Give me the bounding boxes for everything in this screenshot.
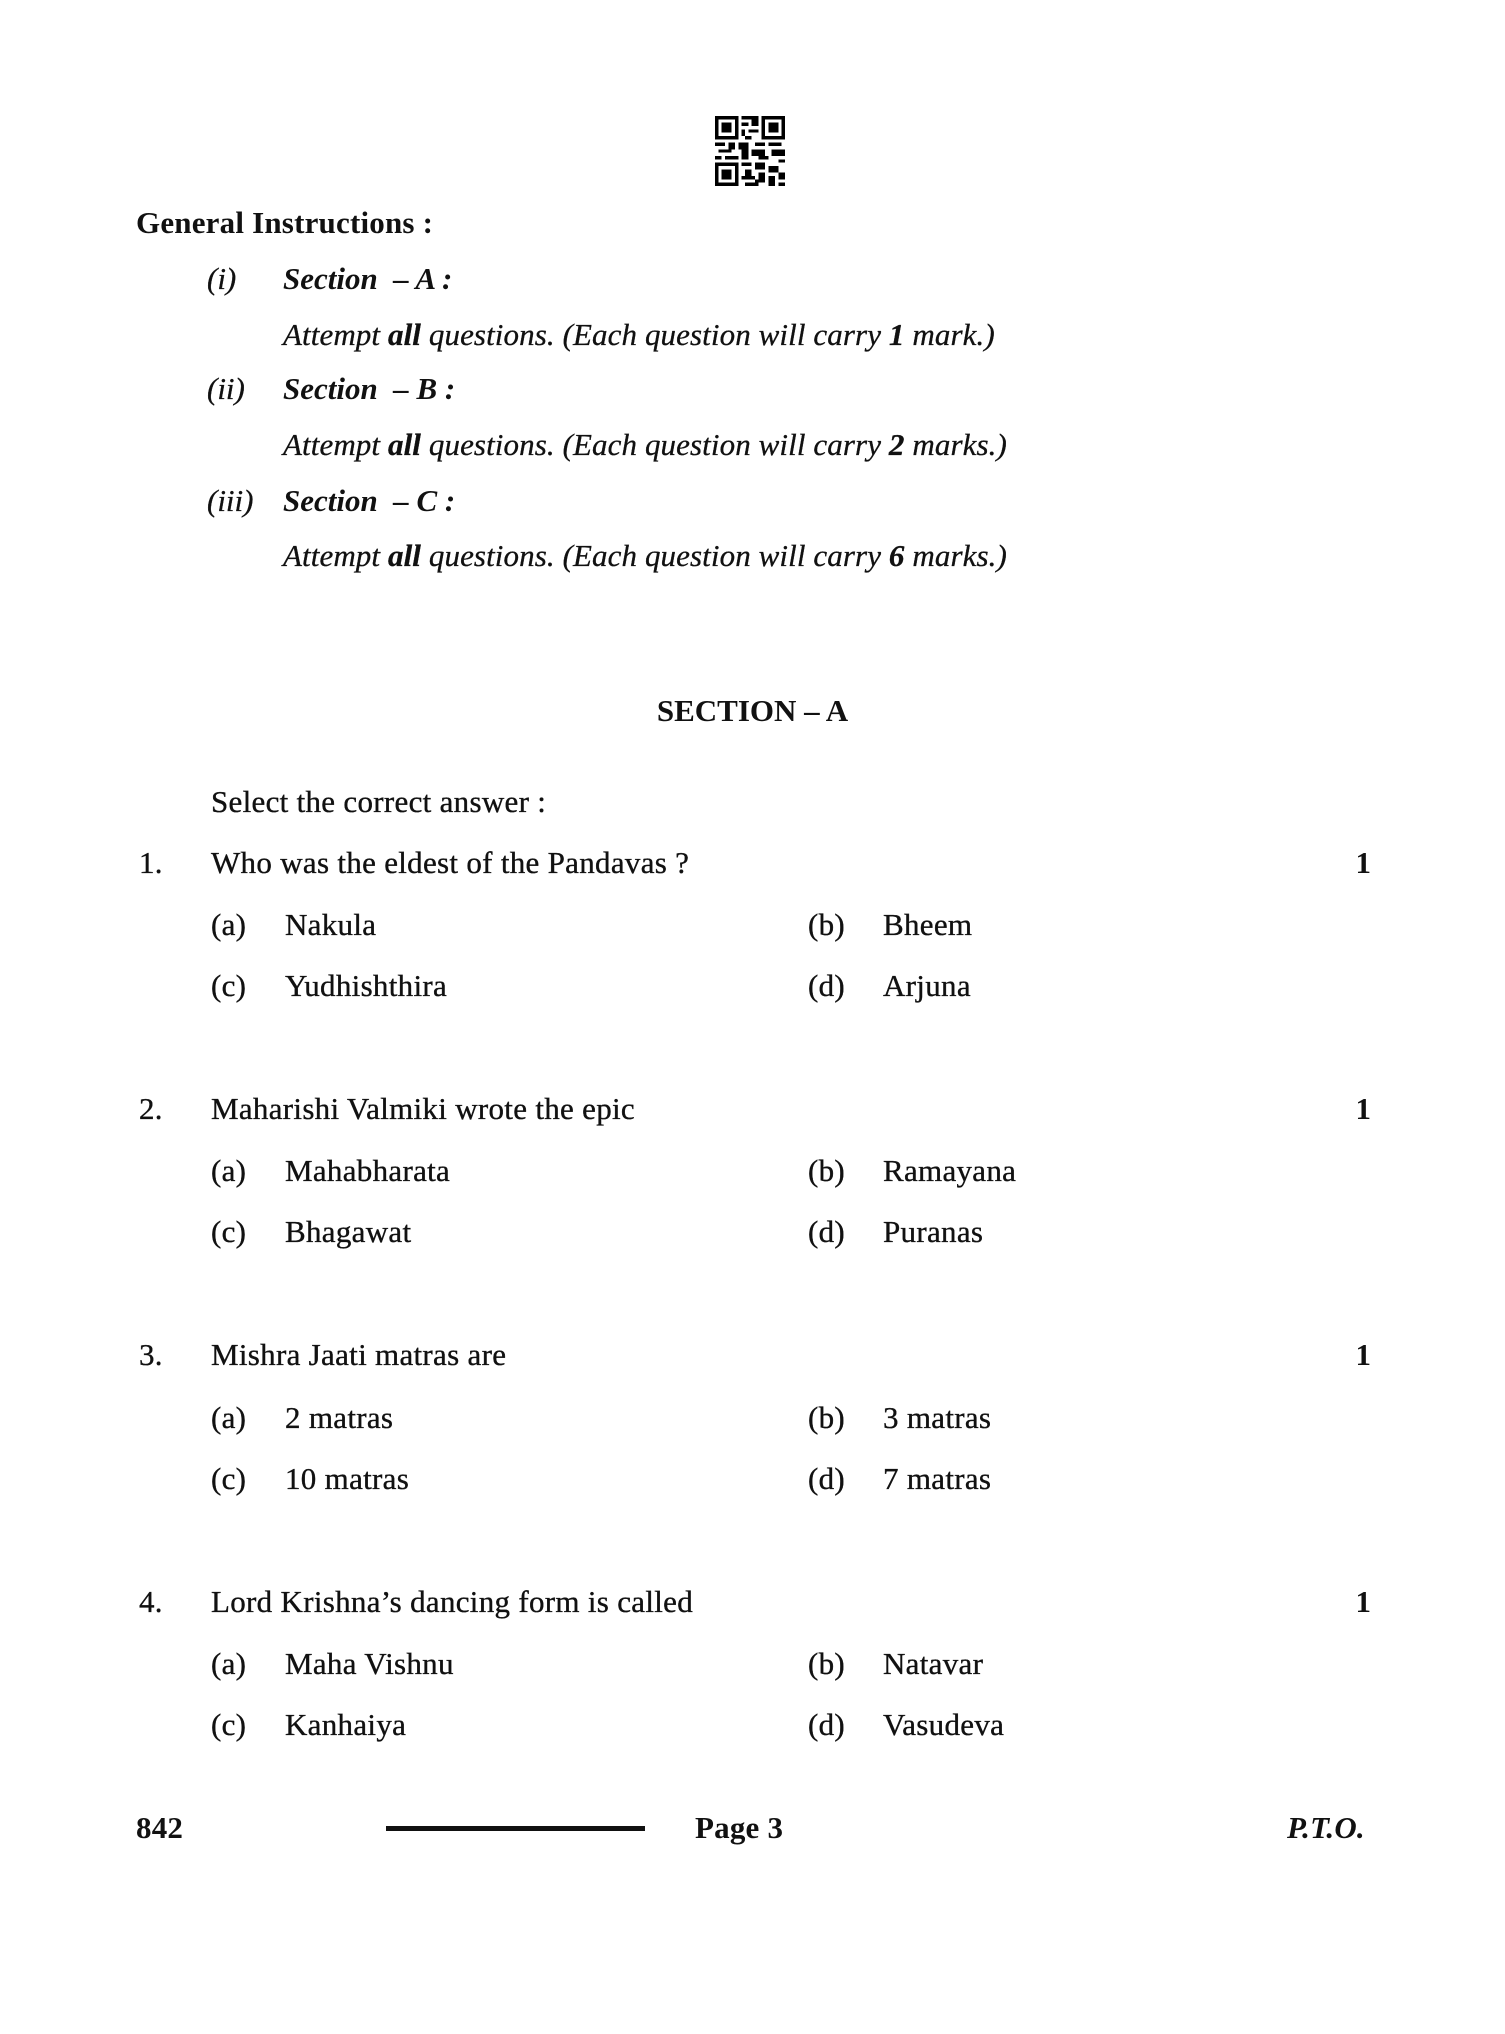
qr-code-icon: [715, 116, 785, 186]
marks-number: 2: [888, 427, 905, 462]
section-a-title: SECTION – A: [656, 693, 849, 728]
paper-code: 842: [136, 1810, 184, 1845]
option-text[interactable]: Vasudeva: [883, 1707, 1005, 1742]
option-label: (d): [808, 1461, 846, 1496]
instruction-section-label: [283, 481, 455, 521]
option-label: (b): [808, 1153, 846, 1188]
option-text[interactable]: 10 matras: [285, 1461, 410, 1496]
question-text: Maharishi Valmiki wrote the epic: [211, 1091, 635, 1126]
option-label: (b): [808, 1400, 846, 1435]
option-text[interactable]: Puranas: [883, 1214, 984, 1249]
option-text[interactable]: Natavar: [883, 1646, 984, 1681]
option-label: (c): [211, 1461, 247, 1496]
section-id: – B :: [393, 371, 456, 406]
footer-divider: [386, 1826, 645, 1831]
option-text[interactable]: 2 matras: [285, 1400, 394, 1435]
option-label: (a): [211, 1646, 247, 1681]
question-number: 4.: [139, 1584, 163, 1619]
question-number: 3.: [139, 1337, 163, 1372]
option-label: (c): [211, 1214, 247, 1249]
question-text: Who was the eldest of the Pandavas ?: [211, 845, 690, 880]
section-id: – A :: [393, 261, 453, 296]
question-marks: 1: [1355, 1584, 1371, 1619]
instruction-text: Attempt all questions. (Each question will carry 1 mark.): [283, 317, 995, 352]
option-text[interactable]: Nakula: [285, 907, 377, 942]
option-text[interactable]: Mahabharata: [285, 1153, 451, 1188]
emphasis-all: all: [387, 317, 422, 352]
option-label: (d): [808, 968, 846, 1003]
question-text: Mishra Jaati matras are: [211, 1337, 507, 1372]
option-label: (a): [211, 1400, 247, 1435]
option-text[interactable]: Bhagawat: [285, 1214, 412, 1249]
option-label: (c): [211, 968, 247, 1003]
section-instruction: Select the correct answer :: [211, 784, 547, 819]
question-marks: 1: [1355, 1091, 1371, 1126]
option-label: (b): [808, 1646, 846, 1681]
instruction-text: Attempt all questions. (Each question will carry 2 marks.): [283, 427, 1007, 462]
instruction-numeral: (i): [207, 261, 237, 296]
question-marks: 1: [1355, 1337, 1371, 1372]
question-text: Lord Krishna’s dancing form is called: [211, 1584, 694, 1619]
option-label: (c): [211, 1707, 247, 1742]
please-turn-over: P.T.O.: [1287, 1810, 1365, 1845]
option-text[interactable]: Arjuna: [883, 968, 971, 1003]
emphasis-all: all: [387, 538, 422, 573]
question-marks: 1: [1355, 845, 1371, 880]
option-text[interactable]: Maha Vishnu: [285, 1646, 454, 1681]
option-label: (b): [808, 907, 846, 942]
marks-number: 1: [888, 317, 905, 352]
option-text[interactable]: 7 matras: [883, 1461, 992, 1496]
page-number: Page 3: [695, 1810, 784, 1845]
option-text[interactable]: Ramayana: [883, 1153, 1017, 1188]
instruction-section-label: [283, 259, 452, 299]
section-word: Section: [283, 261, 378, 296]
option-label: (d): [808, 1214, 846, 1249]
option-text[interactable]: 3 matras: [883, 1400, 992, 1435]
option-label: (a): [211, 1153, 247, 1188]
instruction-text: Attempt all questions. (Each question will carry 6 marks.): [283, 538, 1007, 573]
instruction-section-label: [283, 369, 455, 409]
instruction-numeral: (ii): [207, 371, 245, 406]
general-instructions-title: General Instructions :: [136, 205, 434, 240]
instruction-numeral: (iii): [207, 483, 254, 518]
section-word: Section: [283, 483, 378, 518]
option-text[interactable]: Kanhaiya: [285, 1707, 407, 1742]
question-number: 2.: [139, 1091, 163, 1126]
question-number: 1.: [139, 845, 163, 880]
emphasis-all: all: [387, 427, 422, 462]
option-text[interactable]: Yudhishthira: [285, 968, 448, 1003]
option-text[interactable]: Bheem: [883, 907, 973, 942]
option-label: (d): [808, 1707, 846, 1742]
section-word: Section: [283, 371, 378, 406]
section-id: – C :: [393, 483, 456, 518]
marks-number: 6: [888, 538, 905, 573]
option-label: (a): [211, 907, 247, 942]
